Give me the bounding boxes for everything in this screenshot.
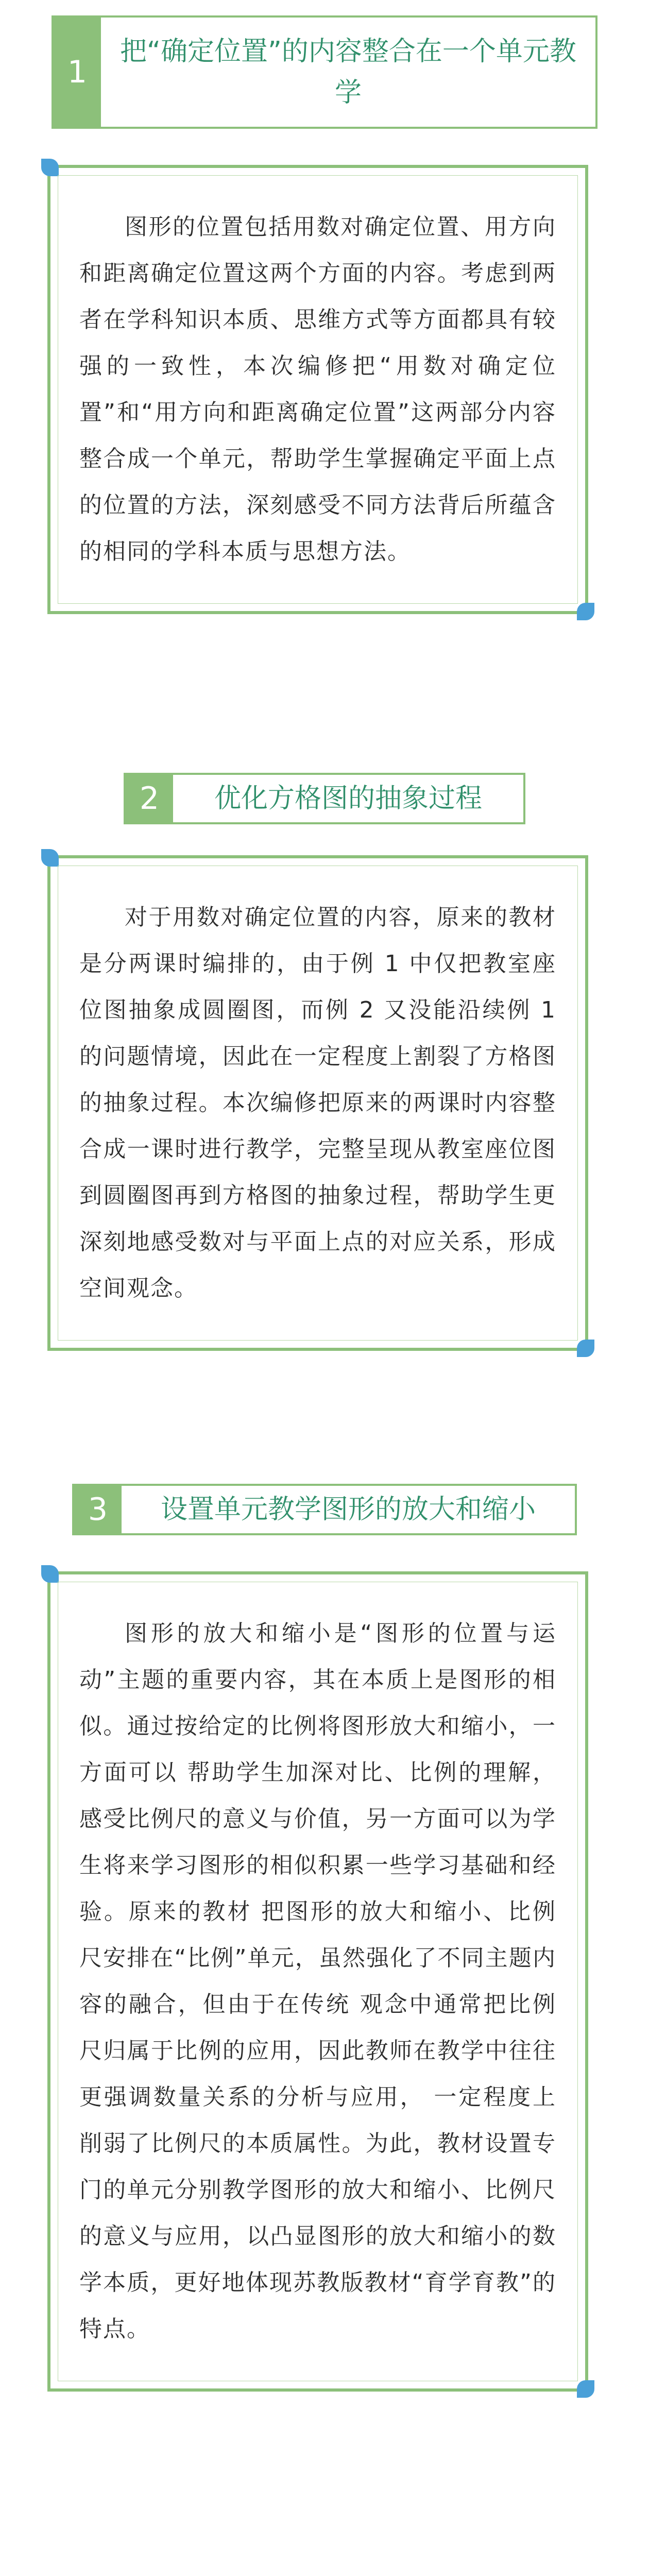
section-3-title: 设置单元教学图形的放大和缩小 [160, 1494, 536, 1525]
section-1-number: 1 [54, 18, 101, 127]
leaf-icon [41, 849, 59, 867]
section-1-heading [52, 15, 597, 129]
leaf-icon [577, 2380, 594, 2398]
leaf-icon [577, 1340, 594, 1357]
section-2-number: 2 [126, 775, 173, 822]
section-1-title: 把“确定位置”的内容整合在一个单元教学 [120, 36, 576, 108]
section-1-card [47, 165, 588, 614]
leaf-icon [41, 1565, 59, 1583]
section-1-body: 图形的位置包括用数对确定位置、用方向和距离确定位置这两个方面的内容。考虑到两者在学科知识本质、思维方式等方面都具有较强的一致性，本次编修把“用数对确定位置”和“用方向和距离确定位置”这两部分内容整合成一个单元，帮助学生掌握确定平面上点的位置的方法，深刻感受不同方法背后所蕴含的相同的学科本质与思想方法。 [79, 214, 556, 565]
section-2-heading [124, 773, 525, 824]
leaf-icon [41, 159, 59, 176]
section-2-card [47, 855, 588, 1351]
section-2-body: 对于用数对确定位置的内容，原来的教材是分两课时编排的，由于例 1 中仅把教室座位图抽象成圆圈图，而例 2 又没能沿续例 1 的问题情境，因此在一定程度上割裂了方格图的抽象过程。本次编修把原来的两课时内容整合成一课时进行教学，完整呈现从教室座位图到圆圈图再到方格图的抽象过程，帮助学生更深刻地感受数对与平面上点的对应关系，形成空间观念。 [79, 904, 556, 1301]
section-2-title: 优化方格图的抽象过程 [214, 783, 482, 814]
section-3-number: 3 [74, 1486, 122, 1533]
section-3-heading [72, 1484, 577, 1535]
section-3-card [47, 1571, 588, 2392]
leaf-icon [577, 603, 594, 620]
section-3-body: 图形的放大和缩小是“图形的位置与运动”主题的重要内容，其在本质上是图形的相似。通过按给定的比例将图形放大和缩小，一方面可以 帮助学生加深对比、比例的理解，感受比例尺的意义与价值，另一方面可以为学生将来学习图形的相似积累一些学习基础和经验。原来的教材 把图形的放大和缩小、比例尺安排在“比例”单元，虽然强化了不同主题内容的融合，但由于在传统 观念中通常把比例尺归属于比例的应用，因此教师在教学中往往更强调数量关系的分析与应用， 一定程度上削弱了比例尺的本质属性。为此，教材设置专门的单元分别教学图形的放大和缩小、比例尺的意义与应用，以凸显图形的放大和缩小的数学本质，更好地体现苏教版教材“育学育教”的特点。 [79, 1620, 556, 2342]
